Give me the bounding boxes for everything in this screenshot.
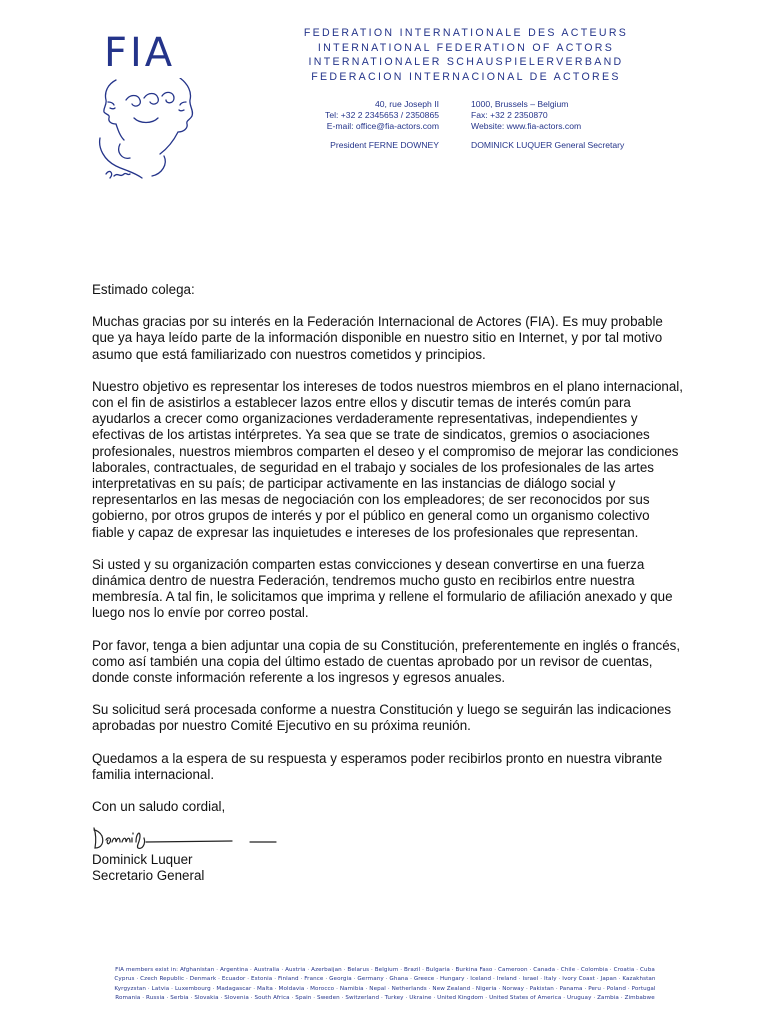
org-name-es: FEDERACION INTERNACIONAL DE ACTORES xyxy=(311,70,621,83)
paragraph-1: Muchas gracias por su interés en la Federación Internacional de Actores (FIA). Es muy probable que ya haya leído parte de la información disponible en nuestro sitio en Internet, y por tal motivo asumo que está familiarizado con nuestros cometidos y principios. xyxy=(92,314,663,362)
fia-logo xyxy=(88,26,198,166)
paragraph-2: Nuestro objetivo es representar los intereses de todos nuestros miembros en el plano internacional, con el fin de asistirlos a establecer lazos entre ellos y discutir temas de interés común para ayudarlos a crecer como organizaciones verdaderamente representativas, independientes y efectivas de los artistas intérpretes. Ya sea que se trate de sindicatos, gremios o asociaciones profesionales, nuestros miembros comparten el deseo y el compromiso de mejorar las condiciones laborales, contractuales, de seguridad en el trabajo y sociales de los profesionales de las artes interpretativas en su país; de participar activamente en las instancias de diálogo social y representarlos en las mesas de negociación con los empleadores; de ser reconocidos por sus gobierno, por otros grupos de interés y por el público en general como un organismo colectivo fiable y capaz de expresar las inquietudes e intereses de los profesionales que representan. xyxy=(92,378,683,540)
organization-names xyxy=(296,26,636,84)
logo-text: FIA xyxy=(104,30,176,76)
letter-body xyxy=(92,282,684,831)
signer-name: Dominick Luquer xyxy=(92,852,193,867)
salutation: Estimado colega: xyxy=(92,282,195,297)
logo-faces-illustration xyxy=(94,78,198,188)
address-left xyxy=(296,99,439,132)
telephone: Tel: +32 2 2345653 / 2350865 xyxy=(325,110,439,120)
president-line: President FERNE DOWNEY xyxy=(330,140,439,150)
member-countries-footer xyxy=(90,966,680,1003)
paragraph-6: Quedamos a la espera de su respuesta y esperamos poder recibirlos pronto en nuestra vibrante familia internacional. xyxy=(92,750,663,782)
street-address: 40, rue Joseph II xyxy=(374,99,439,109)
paragraph-4: Por favor, tenga a bien adjuntar una copia de su Constitución, preferentemente en inglés o francés, como así también una copia del último estado de cuentas aprobado por un revisor de cuentas, donde conste información referente a los ingresos y egresos anuales. xyxy=(92,637,681,686)
footer-line-4: Romania · Russia · Serbia · Slovakia · Slovenia · South Africa · Spain · Sweden · Switzerland · Turkey · Ukraine · United Kingdom · United States of America · Uruguay · Zambia · Zimbabwe xyxy=(115,994,655,1001)
city: 1000, Brussels – Belgium xyxy=(471,99,569,109)
secretary-line: DOMINICK LUQUER General Secretary xyxy=(471,140,625,150)
email: E-mail: office@fia-actors.com xyxy=(326,121,439,131)
paragraph-5: Su solicitud será procesada conforme a nuestra Constitución y luego se seguirán las indicaciones aprobadas por nuestro Comité Ejecutivo en su próxima reunión. xyxy=(92,702,672,734)
org-name-de: INTERNATIONALER SCHAUSPIELERVERBAND xyxy=(308,56,624,68)
paragraph-3: Si usted y su organización comparten estas convicciones y desean convertirse en una fuerza dinámica dentro de nuestra Federación, tendremos mucho gusto en recibirlos entre nuestra membresía. A tal fin, le solicitamos que imprima y rellene el formulario de afiliación anexado y que luego nos lo envíe por correo postal. xyxy=(92,556,673,621)
address-right xyxy=(471,99,641,132)
closing: Con un saludo cordial, xyxy=(92,799,226,815)
org-name-fr: FEDERATION INTERNATIONALE DES ACTEURS xyxy=(303,27,629,39)
footer-line-3: Kyrgyzstan · Latvia · Luxembourg · Madagascar · Malta · Moldavia · Morocco · Namibia · Nepal · Netherlands · New Zealand · Nigeria · Norway · Pakistan · Panama · Peru · Poland · Portugal xyxy=(114,985,656,992)
website: Website: www.fia-actors.com xyxy=(471,121,582,131)
footer-line-1: FIA members exist in: Afghanistan · Argentina · Australia · Austria · Azerbaijan · Belarus · Belgium · Brazil · Bulgaria · Burkina Faso · Cameroon · Canada · Chile · Colombia · Croatia · Cuba xyxy=(115,967,655,973)
fax: Fax: +32 2 2350870 xyxy=(471,110,548,120)
footer-line-2: Cyprus · Czech Republic · Denmark · Ecuador · Estonia · Finland · France · Georgia · Germany · Ghana · Greece · Hungary · Iceland · Ireland · Israel · Italy · Ivory Coast · Japan · Kazakhstan xyxy=(114,976,656,983)
org-name-en: INTERNATIONAL FEDERATION OF ACTORS xyxy=(317,41,615,54)
signer-title: Secretario General xyxy=(92,868,205,883)
handwritten-signature xyxy=(92,824,292,854)
